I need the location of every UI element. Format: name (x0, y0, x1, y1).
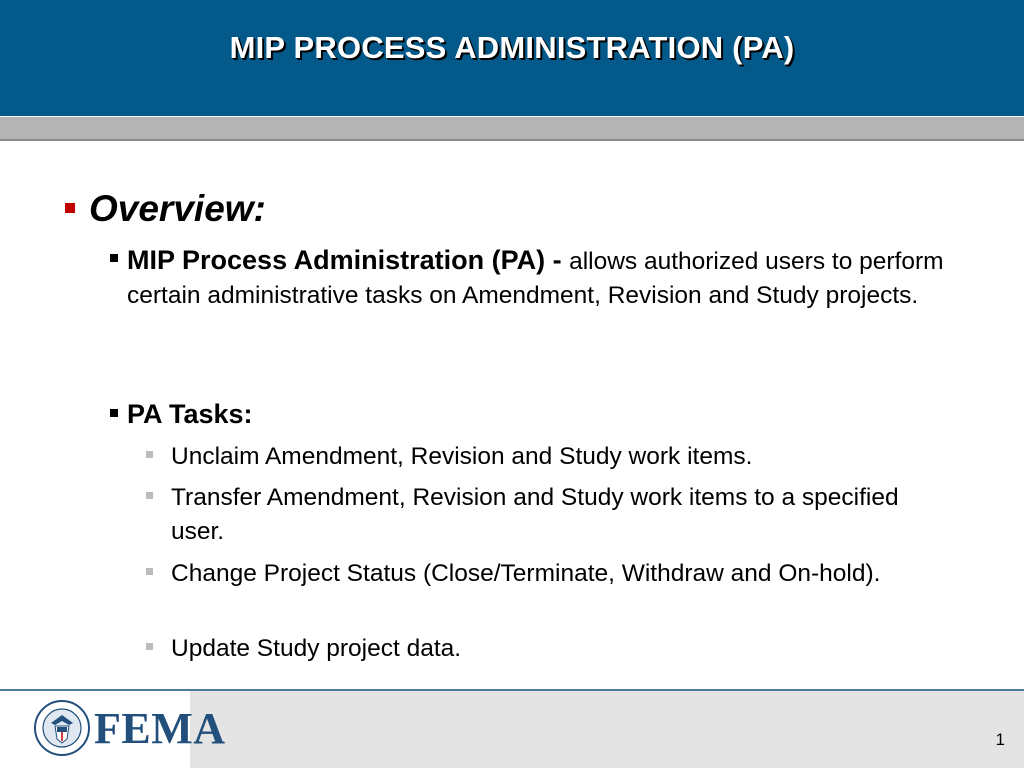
pa-description-text: allows authorized users to perform certain administrative tasks on Amendment, Revision and Study projects. (127, 248, 944, 309)
page-number: 1 (995, 730, 1005, 749)
bullet-marker-l3 (146, 451, 153, 458)
task-item: Update Study project data. (171, 635, 462, 662)
fema-logo: FEMA (94, 704, 226, 753)
task-item: Transfer Amendment, Revision and Study work items to a specified user. (171, 484, 899, 545)
dhs-seal-icon (33, 699, 91, 762)
pa-description-label: MIP Process Administration (PA) - (127, 245, 570, 275)
task-item: Change Project Status (Close/Terminate, Withdraw and On-hold). (171, 560, 881, 587)
bullet-marker-l3 (146, 568, 153, 575)
bullet-item-pa-description (127, 244, 957, 312)
task-item: Unclaim Amendment, Revision and Study work items. (171, 443, 753, 470)
title-bar (0, 0, 1024, 116)
bullet-marker-l3 (146, 643, 153, 650)
bullet-marker-l1 (65, 203, 75, 213)
title-underline-band (0, 117, 1024, 139)
pa-tasks-label: PA Tasks: (127, 399, 253, 429)
overview-heading: Overview: (89, 188, 266, 229)
footer-band (190, 691, 1024, 768)
bullet-marker-l2 (110, 254, 118, 262)
title-underline-rule (0, 139, 1024, 141)
bullet-marker-l3 (146, 492, 153, 499)
bullet-marker-l2 (110, 409, 118, 417)
slide-title: MIP PROCESS ADMINISTRATION (PA) (229, 30, 795, 65)
bullet-item-pa-tasks (127, 398, 957, 431)
